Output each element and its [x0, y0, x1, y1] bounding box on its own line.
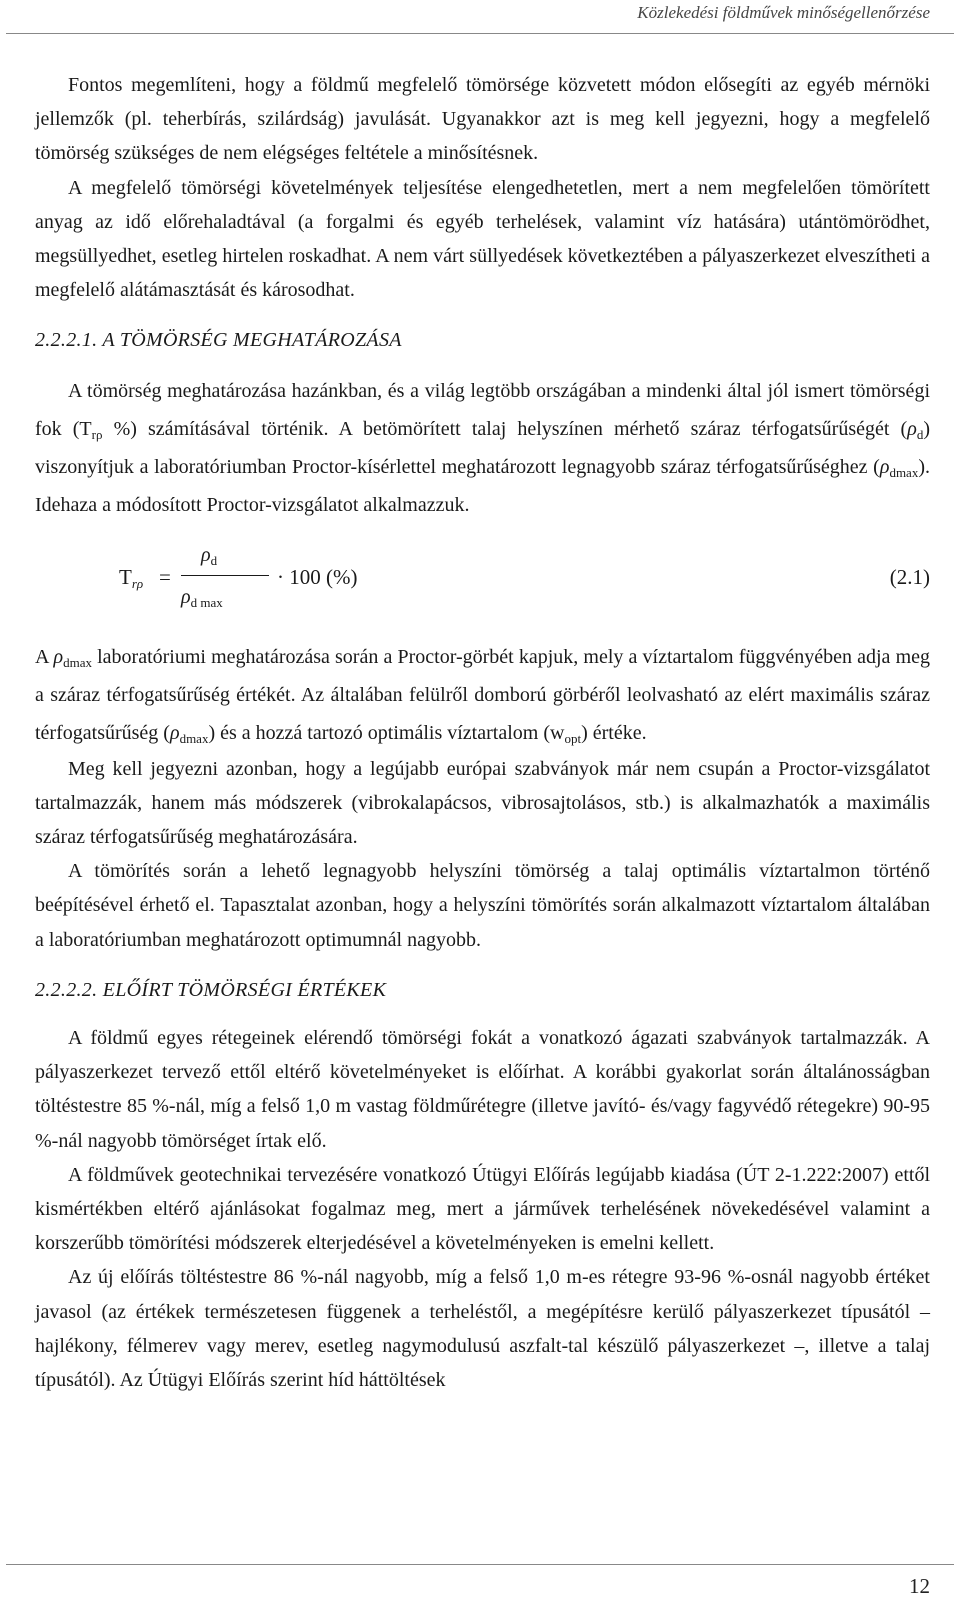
formula-multiplier: · 100 (%): [277, 564, 358, 589]
section-heading-2-2-2-2: [35, 973, 930, 1007]
section-title: ELŐÍRT TÖMÖRSÉGI ÉRTÉKEK: [102, 978, 387, 1001]
section-number: 2.2.2.2.: [35, 978, 98, 1001]
page-number: 12: [909, 1574, 930, 1598]
subscript: rρ: [91, 426, 103, 442]
equation-number: (2.1): [889, 564, 930, 589]
fraction-bar: [181, 575, 269, 576]
paragraph-5: Meg kell jegyezni azonban, hogy a legújabb európai szabványok már nem csupán a Proctor-vizsgálatot tartalmazzák, hanem más módszerek (vibrokalapácsos, vibrosajtolásos, stb.) is alkalmazhatók a maximális száraz térfogatsűrűség meghatározására.: [35, 757, 930, 849]
page-body: [35, 68, 930, 1397]
section-heading-2-2-2-1: [35, 323, 930, 357]
footer-rule: [6, 1564, 954, 1565]
paragraph-1: Fontos megemlíteni, hogy a földmű megfelelő tömörsége közvetett módon elősegíti az egyéb mérnöki jellemzők (pl. teherbírás, szilárdság) javulását. Ugyanakkor azt is meg kell jegyezni, hogy a megfelelő tömörség szükséges de nem elégséges feltétele a minősítésnek.: [35, 74, 930, 165]
formula-numerator: $\rho_d$: [201, 543, 218, 568]
paragraph-3: A tömörség meghatározása hazánkban, és a világ legtöbb országában a mindenki által jól ismert tömörségi fok ($T_{r\rho}$ %) számításával történik. A betömörített talaj helyszínen mérhető száraz térfogatsűrűségét $(\rho_d)$ viszonyítjuk a laboratóriumban Proctor-kísérlettel meghatározott legnagyobb száraz térfogatsűrűséghez $(\rho_{dmax})$. Idehaza a módosított Proctor-vizsgálatot alkalmazzuk.: [35, 379, 930, 516]
section-title: A TÖMÖRSÉG MEGHATÁROZÁSA: [102, 329, 402, 352]
formula-denominator: $\rho_{d max}$: [181, 585, 223, 610]
header-rule: [6, 33, 954, 34]
paragraph-4: A $\rho_{dmax}$ laboratóriumi meghatározása során a Proctor-görbét kapjuk, mely a víztartalom függvényében adja meg a száraz térfogatsűrűség értékét. Az általában felülről domború görbéről leolvasható az elért maximális száraz térfogatsűrűség $(\rho_{dmax})$ és a hozzá tartozó optimális víztartalom $(w_{opt})$ értéke.: [35, 645, 930, 746]
formula-T: $T_{r\rho}$: [119, 564, 144, 591]
paragraph-2: A megfelelő tömörségi követelmények teljesítése elengedhetetlen, mert a nem megfelelően tömörített anyag az idő előrehaladtával (a forgalmi és egyéb terhelések, valamint víz hatására) utántömörödhet, megsüllyedhet, esetleg hirtelen roskadhat. A nem várt süllyedések következtében a pályaszerkezet elveszítheti a megfelelő alátámasztását és károsodhat.: [35, 176, 930, 302]
paragraph-6: A tömörítés során a lehető legnagyobb helyszíni tömörség a talaj optimális víztartalmon történő beépítésével érhető el. Tapasztalat azonban, hogy a helyszíni tömörítés során alkalmazott víztartalom általában a laboratóriumban meghatározott optimumnál nagyobb.: [35, 860, 930, 951]
paragraph-8: A földművek geotechnikai tervezésére vonatkozó Útügyi Előírás legújabb kiadása (ÚT 2-1.222:2007) ettől kismértékben eltérő ajánlásokat fogalmaz meg, mert a járművek terhelésének növekedésével valamint a korszerűbb tömörítési módszerek elterjedésével a követelményeken is emelni kellett.: [35, 1163, 930, 1255]
paragraph-9: Az új előírás töltéstestre 86 %-nál nagyobb, míg a felső 1,0 m-es rétegre 93-96 %-osnál nagyobb értéket javasol (az értékek természetesen függenek a terheléstől, a megépítésre kerülő pályaszerkezet típusától – hajlékony, félmerev vagy merev, esetleg nagymodulusú aszfalt-tal készülő pályaszerkezet –, illetve a talaj típusától). Az Útügyi Előírás szerint híd háttöltések: [35, 1266, 930, 1392]
section-number: 2.2.2.1.: [35, 329, 98, 352]
paragraph-7: A földmű egyes rétegeinek elérendő tömörségi fokát a vonatkozó ágazati szabványok tartalmazzák. A pályaszerkezet tervező ettől eltérő követelményeket is előírhat. A korábbi gyakorlat során általánosságban töltéstestre 85 %-nál, míg a felső 1,0 m vastag földműrétegre (illetve javító- és/vagy fagyvédő rétegekre) 90-95 %-nál nagyobb tömörséget írtak elő.: [35, 1027, 930, 1152]
equation-2-1: [35, 534, 930, 624]
formula-equals: =: [159, 564, 171, 589]
running-header: Közlekedési földművek minőségellenőrzése: [637, 3, 930, 22]
